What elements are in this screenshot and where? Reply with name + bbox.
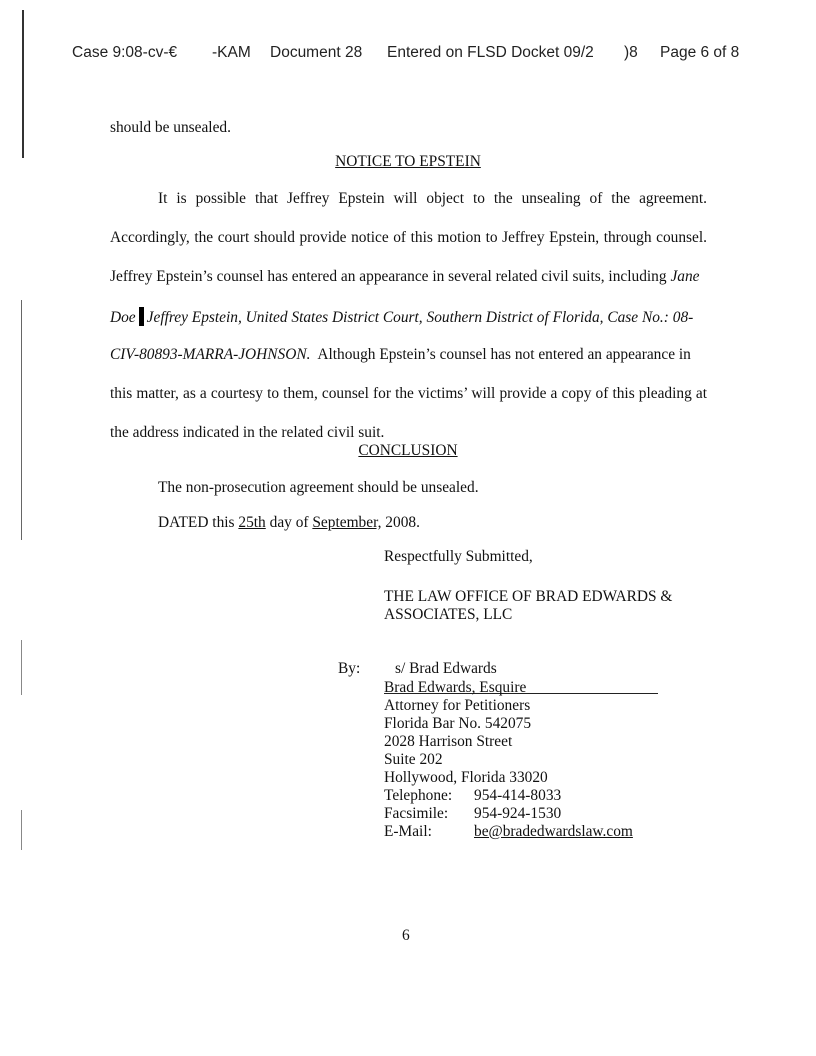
email-row xyxy=(384,822,633,841)
dated-line xyxy=(158,513,420,533)
email-link[interactable]: be@bradedwardslaw.com xyxy=(474,823,633,840)
suite-address: Suite 202 xyxy=(384,751,443,768)
email-label: E-Mail: xyxy=(384,823,432,840)
telephone-row xyxy=(384,786,561,805)
scan-margin-line xyxy=(22,10,24,158)
header-year-fragment: )8 xyxy=(624,44,638,61)
dated-day-of: day of xyxy=(269,514,309,531)
header-page: Page 6 of 8 xyxy=(660,44,740,61)
by-label: By: xyxy=(338,660,361,677)
header-judge: -KAM xyxy=(212,44,251,61)
dated-day: 25th xyxy=(238,514,266,531)
fax-label: Facsimile: xyxy=(384,805,449,822)
case-number-tail: CIV-80893-MARRA-JOHNSON. xyxy=(110,346,311,363)
redaction-bar xyxy=(139,307,144,326)
city-address: Hollywood, Florida 33020 xyxy=(384,769,548,786)
scan-margin-line xyxy=(21,810,22,850)
notice-line-2: Accordingly, the court should provide notice of this motion to Jeffrey Epstein, through counsel. xyxy=(110,229,707,246)
attorney-name: Brad Edwards, Esquire xyxy=(384,679,527,696)
dated-prefix: DATED this xyxy=(158,514,235,531)
header-case-number: Case 9:08-cv-€ xyxy=(72,44,178,61)
fax-value: 954-924-1530 xyxy=(474,805,562,822)
notice-line-7: the address indicated in the related civil suit. xyxy=(110,424,385,441)
notice-line-3-text: Jeffrey Epstein’s counsel has entered an appearance in several related civil suits, including xyxy=(110,268,667,285)
street-address: 2028 Harrison Street xyxy=(384,733,513,750)
attorney-role: Attorney for Petitioners xyxy=(384,697,531,714)
after-case-text: Although Epstein’s counsel has not entered an appearance in xyxy=(317,346,691,363)
telephone-label: Telephone: xyxy=(384,787,453,804)
firm-line-1: THE LAW OFFICE OF BRAD EDWARDS & xyxy=(384,588,673,605)
electronic-signature: s/ Brad Edwards xyxy=(395,660,497,677)
bar-number: Florida Bar No. 542075 xyxy=(384,715,532,732)
closing-text: Respectfully Submitted, xyxy=(384,548,533,565)
scan-margin-line xyxy=(21,640,22,695)
notice-heading xyxy=(0,153,816,171)
case-cite-lead: Jane xyxy=(670,268,700,285)
continuation-text: should be unsealed. xyxy=(110,119,231,136)
scan-margin-line xyxy=(21,300,22,540)
page-number: 6 xyxy=(402,927,410,944)
notice-line-5 xyxy=(110,346,707,364)
fax-row xyxy=(384,804,561,823)
notice-line-1: It is possible that Jeffrey Epstein will object to the unsealing of the agreement. xyxy=(158,190,707,207)
notice-line-6: this matter, as a courtesy to them, counsel for the victims’ will provide a copy of this pleading at xyxy=(110,385,707,402)
conclusion-heading xyxy=(0,442,816,460)
case-cite-rest: Jeffrey Epstein, United States District Court, Southern District of Florida, Case No.: 08- xyxy=(146,309,694,326)
docket-header xyxy=(72,44,752,64)
firm-line-2: ASSOCIATES, LLC xyxy=(384,606,513,623)
header-entered: Entered on FLSD Docket 09/2 xyxy=(387,44,594,61)
notice-line-3 xyxy=(110,268,707,286)
header-document: Document 28 xyxy=(270,44,363,61)
case-cite-doe: Doe xyxy=(110,309,136,326)
telephone-value: 954-414-8033 xyxy=(474,787,562,804)
notice-line-4 xyxy=(110,307,707,327)
conclusion-heading-text: CONCLUSION xyxy=(358,442,458,459)
notice-heading-text: NOTICE TO EPSTEIN xyxy=(335,153,481,170)
dated-month: September, xyxy=(312,514,382,531)
dated-year: 2008. xyxy=(385,514,420,531)
conclusion-text: The non-prosecution agreement should be unsealed. xyxy=(158,479,479,496)
